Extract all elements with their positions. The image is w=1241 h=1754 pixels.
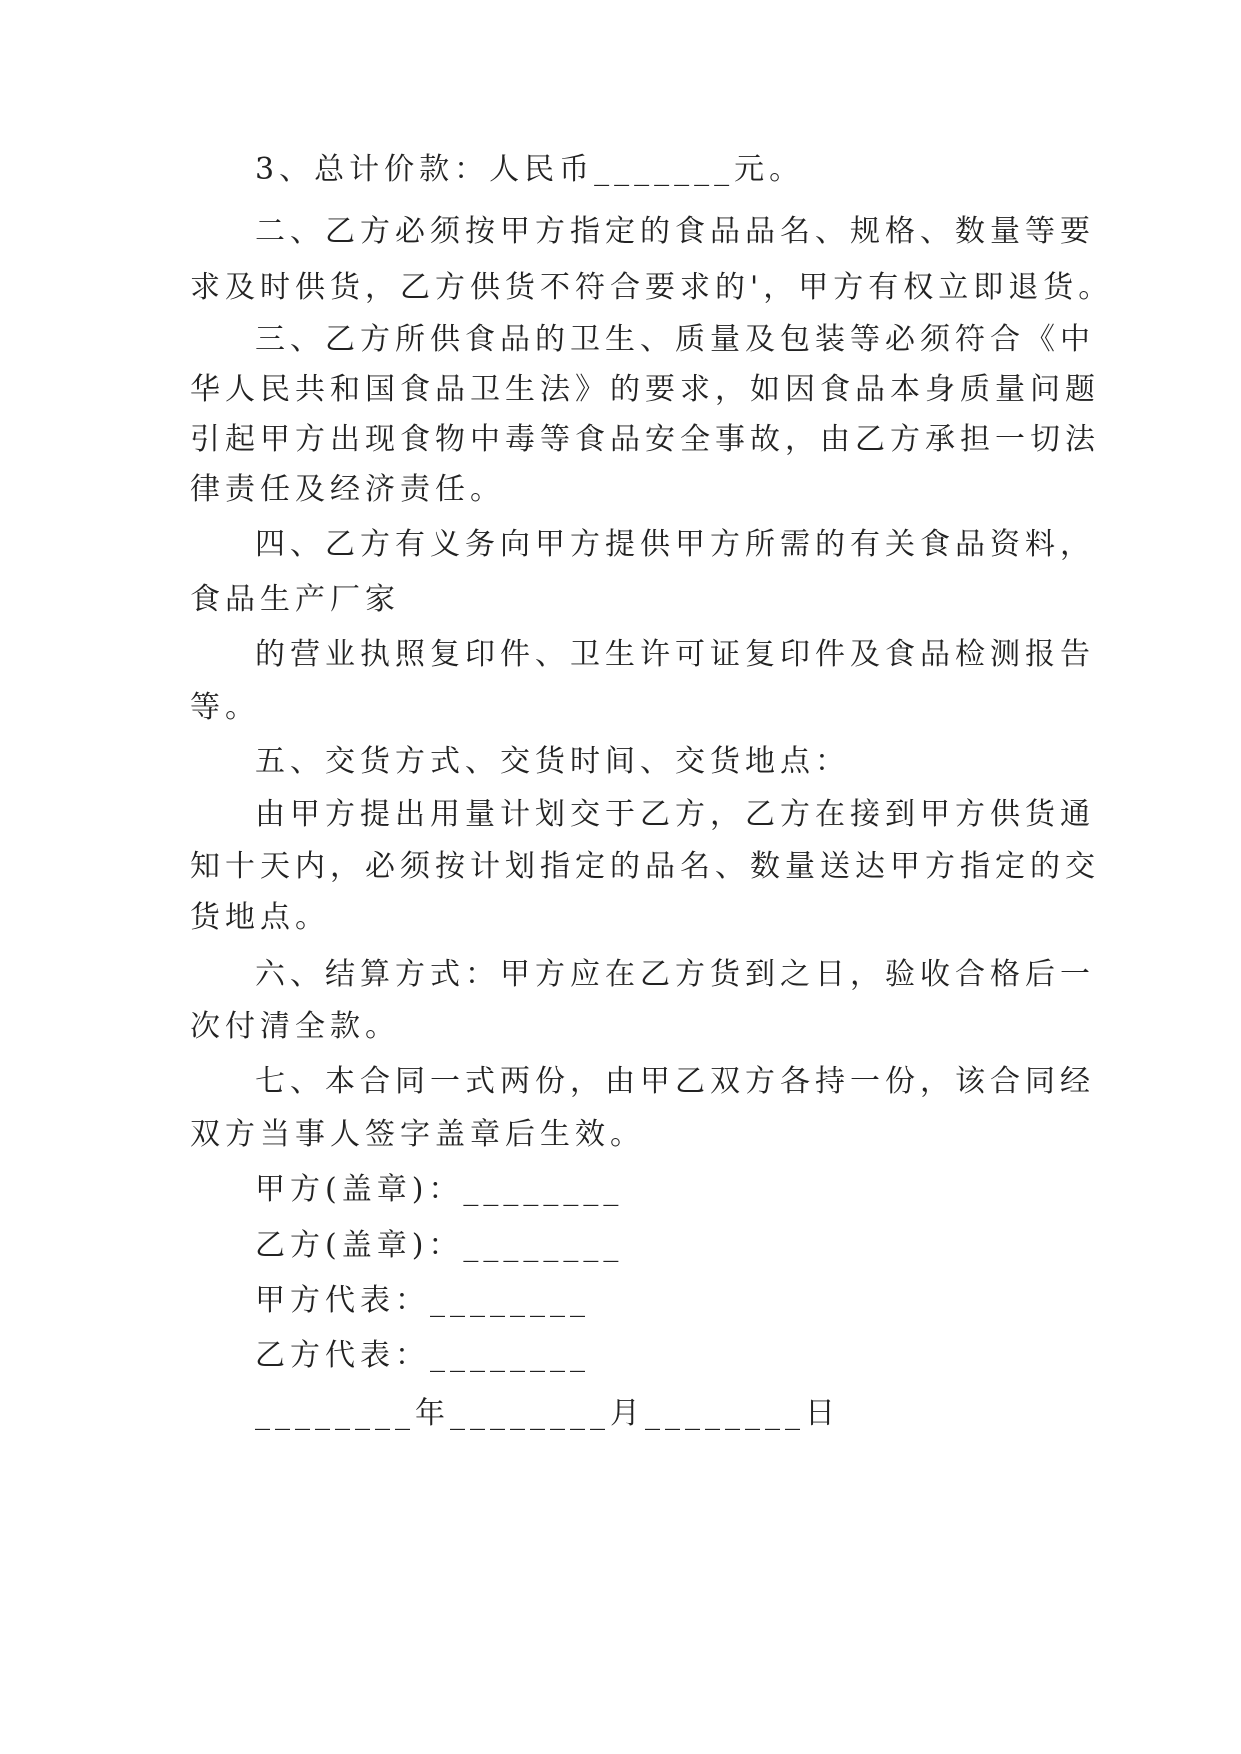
clause-3-line-2: 华人民共和国食品卫生法》的要求，如因食品本身质量问题: [190, 372, 1100, 407]
party-b-seal-field: 乙方(盖章)：________: [255, 1228, 624, 1263]
clause-5-line-1: 由甲方提出用量计划交于乙方，乙方在接到甲方供货通: [255, 797, 1095, 832]
clause-7-line-2: 双方当事人签字盖章后生效。: [190, 1117, 645, 1152]
party-b-representative-field: 乙方代表：________: [255, 1338, 590, 1373]
clause-3-line-4: 律责任及经济责任。: [190, 472, 505, 507]
clause-2-line-1: 二、乙方必须按甲方指定的食品品名、规格、数量等要: [255, 214, 1095, 249]
clause-6-line-2: 次付清全款。: [190, 1009, 400, 1044]
clause-3-total-price: 3、总计价款：人民币_______元。: [255, 152, 805, 187]
clause-7-line-1: 七、本合同一式两份，由甲乙双方各持一份，该合同经: [255, 1064, 1095, 1099]
clause-5-line-3: 货地点。: [190, 900, 330, 935]
clause-3-line-1: 三、乙方所供食品的卫生、质量及包装等必须符合《中: [255, 322, 1095, 357]
clause-4-line-4: 等。: [190, 690, 260, 725]
clause-4-line-2: 食品生产厂家: [190, 582, 400, 617]
party-a-seal-field: 甲方(盖章)：________: [255, 1172, 624, 1207]
clause-6-line-1: 六、结算方式：甲方应在乙方货到之日，验收合格后一: [255, 957, 1095, 992]
clause-4-line-3: 的营业执照复印件、卫生许可证复印件及食品检测报告: [255, 637, 1095, 672]
clause-5-line-2: 知十天内，必须按计划指定的品名、数量送达甲方指定的交: [190, 849, 1100, 884]
signing-date-field: ________年________月________日: [255, 1396, 840, 1431]
clause-5-heading: 五、交货方式、交货时间、交货地点：: [255, 744, 850, 779]
clause-4-line-1: 四、乙方有义务向甲方提供甲方所需的有关食品资料，: [255, 527, 1095, 562]
clause-3-line-3: 引起甲方出现食物中毒等食品安全事故，由乙方承担一切法: [190, 422, 1100, 457]
clause-2-line-2: 求及时供货，乙方供货不符合要求的'，甲方有权立即退货。: [190, 270, 1114, 305]
party-a-representative-field: 甲方代表：________: [255, 1283, 590, 1318]
